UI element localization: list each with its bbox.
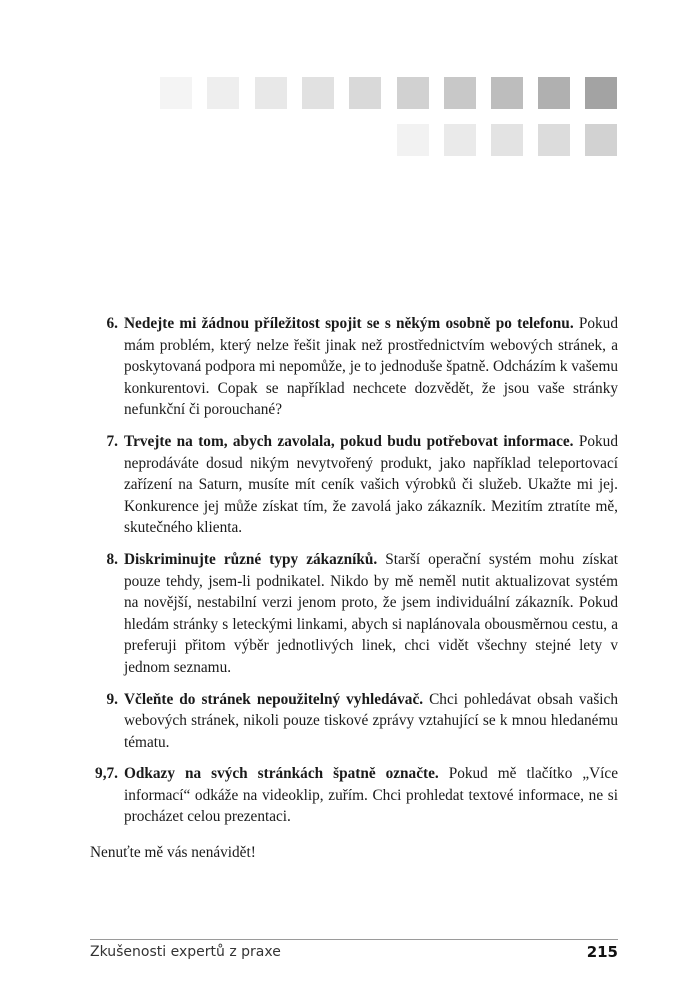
closing-line: Nenuťte mě vás nenávidět! [90,844,256,862]
footer-divider [90,939,618,940]
item-lead: Včleňte do stránek nepoužitelný vyhledávač. [124,690,424,708]
item-number: 9. [106,690,118,708]
item-text: Pokud mě tlačítko „Více informací“ odkáže na videoklip, zuřím. Chci prohledat textové informace, ne si procházet celou prezentaci. [124,765,618,826]
deco-square [491,124,523,156]
list-item [90,549,618,679]
list-item [90,431,618,539]
deco-square [491,77,523,109]
item-text: Pokud mám problém, který nelze řešit jinak než prostřednictvím webových stránek, a poskytovaná podpora mi nepomůže, je to jednoduše špatně. Odcházím k vašemu konkurentovi. Copak se například nechcete dozvědět, že jsou vaše stránky nefunkční či porouchané? [124,315,618,419]
list-item [90,689,618,754]
item-paragraph [124,689,618,754]
deco-square [397,77,429,109]
item-lead: Nedejte mi žádnou příležitost spojit se s někým osobně po telefonu. [124,315,574,332]
item-text: Chci pohledávat obsah vašich webových stránek, nikoli pouze tiskové zprávy vztahující se k mnou hledanému tématu. [124,690,618,751]
deco-square [397,124,429,156]
footer-title: Zkušenosti expertů z praxe [90,944,281,960]
deco-square [538,124,570,156]
item-paragraph [124,431,618,539]
item-text: Starší operační systém mohu získat pouze tehdy, jsem-li podnikatel. Nikdo by mě neměl nutit aktualizovat systém na novější, nestabilní verzi jenom proto, že jsem individuální zákazník. Pokud hledám stránky s leteckými linkami, abych si naplánovala obousměrnou cestu, a preferuji přitom výběr jednotlivých linek, chci vidět všechny stejné lety v jednom seznamu. [124,550,619,676]
deco-square [585,124,617,156]
deco-square [349,77,381,109]
deco-square [444,77,476,109]
item-number: 6. [106,315,118,332]
deco-square [255,77,287,109]
deco-square [207,77,239,109]
item-lead: Odkazy na svých stránkách špatně označte. [124,765,439,783]
deco-square [302,77,334,109]
item-text: Pokud neprodáváte dosud nikým nevytvořený produkt, jako například teleportovací zařízení na Saturn, musíte mít ceník vašich výrobků či služeb. Ukažte mi jej. Konkurence jej může získat tím, že zavolá jako zákazník. Mezitím ztratíte mě, skutečného klienta. [124,432,618,537]
item-paragraph [124,763,618,828]
item-paragraph [124,549,618,679]
list-item [90,763,618,828]
deco-square [585,77,617,109]
item-number: 7. [106,432,118,450]
deco-square [538,77,570,109]
deco-square [444,124,476,156]
item-number: 8. [106,550,118,568]
list-item [90,313,618,421]
deco-square [160,77,192,109]
item-paragraph [124,313,618,421]
item-number: 9,7. [95,765,118,783]
item-lead: Trvejte na tom, abych zavolala, pokud budu potřebovat informace. [124,432,574,450]
main-content [90,313,618,879]
page-number: 215 [586,943,618,961]
item-lead: Diskriminujte různé typy zákazníků. [124,550,378,568]
